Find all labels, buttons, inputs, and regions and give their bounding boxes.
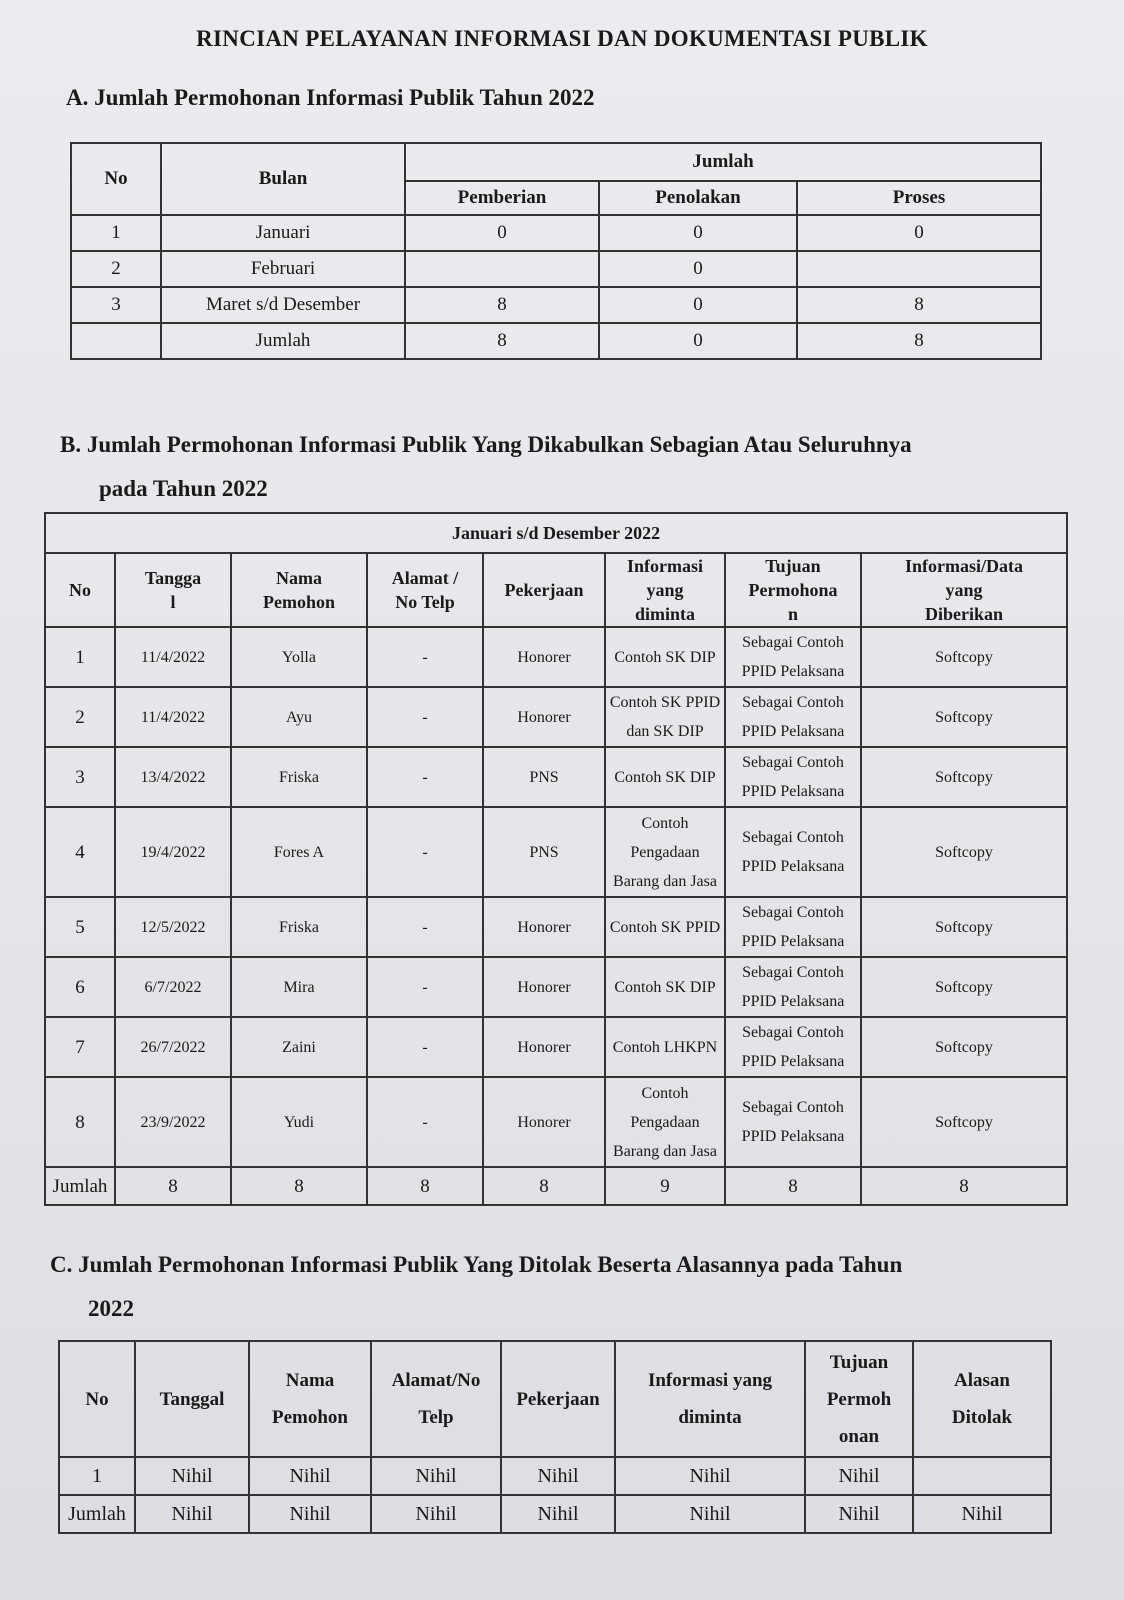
section-c-heading <box>50 1243 902 1331</box>
cell-diberikan: Softcopy <box>861 687 1067 747</box>
cell-proses <box>797 251 1041 287</box>
table-row <box>45 807 1067 897</box>
cell-tujuan: Sebagai Contoh PPID Pelaksana <box>725 1077 861 1167</box>
cell-pekerjaan: Nihil <box>501 1495 615 1533</box>
cell-alasan <box>913 1457 1051 1495</box>
cell-tujuan: Nihil <box>805 1495 913 1533</box>
table-row <box>71 323 1041 359</box>
header-pekerjaan: Pekerjaan <box>501 1341 615 1457</box>
cell-nama: Mira <box>231 957 367 1017</box>
cell-diberikan: Softcopy <box>861 1077 1067 1167</box>
cell-nama: Friska <box>231 897 367 957</box>
header-tujuan: Tujuan Permoh onan <box>805 1341 913 1457</box>
table-row <box>71 287 1041 323</box>
cell-diberikan: Softcopy <box>861 807 1067 897</box>
cell-tanggal: 19/4/2022 <box>115 807 231 897</box>
header-diberikan: Informasi/Data yang Diberikan <box>861 553 1067 627</box>
table-row <box>45 627 1067 687</box>
cell-pekerjaan: Nihil <box>501 1457 615 1495</box>
section-b-heading-line1: B. Jumlah Permohonan Informasi Publik Yang Dikabulkan Sebagian Atau Seluruhnya <box>60 432 912 457</box>
cell-alamat: - <box>367 687 483 747</box>
cell-alamat: - <box>367 807 483 897</box>
cell-pekerjaan: Honorer <box>483 1077 605 1167</box>
cell-informasi: Contoh SK PPID <box>605 897 725 957</box>
header-penolakan: Penolakan <box>599 181 797 215</box>
cell-bulan: Januari <box>161 215 405 251</box>
cell-no: 6 <box>45 957 115 1017</box>
cell-tujuan: Sebagai Contoh PPID Pelaksana <box>725 807 861 897</box>
section-a-heading: A. Jumlah Permohonan Informasi Publik Tahun 2022 <box>66 85 595 110</box>
cell-tujuan: Sebagai Contoh PPID Pelaksana <box>725 1017 861 1077</box>
table-row <box>45 747 1067 807</box>
cell-pekerjaan: PNS <box>483 747 605 807</box>
total-informasi: 9 <box>605 1167 725 1205</box>
cell-pemberian <box>405 251 599 287</box>
cell-bulan: Februari <box>161 251 405 287</box>
header-no: No <box>45 553 115 627</box>
cell-diberikan: Softcopy <box>861 1017 1067 1077</box>
cell-no: Jumlah <box>59 1495 135 1533</box>
header-nama-pemohon: Nama Pemohon <box>231 553 367 627</box>
section-b-heading <box>60 423 912 511</box>
table-dikabulkan <box>44 512 1068 1206</box>
cell-tujuan: Sebagai Contoh PPID Pelaksana <box>725 897 861 957</box>
cell-penolakan: 0 <box>599 323 797 359</box>
header-tanggal: Tanggal <box>135 1341 249 1457</box>
header-bulan: Bulan <box>161 143 405 215</box>
cell-pemberian: 8 <box>405 323 599 359</box>
cell-tanggal: 11/4/2022 <box>115 687 231 747</box>
header-alasan: Alasan Ditolak <box>913 1341 1051 1457</box>
cell-no: 8 <box>45 1077 115 1167</box>
cell-proses: 0 <box>797 215 1041 251</box>
cell-no: 5 <box>45 897 115 957</box>
section-b-heading-line2: pada Tahun 2022 <box>99 476 268 501</box>
header-proses: Proses <box>797 181 1041 215</box>
cell-alamat: Nihil <box>371 1457 501 1495</box>
cell-pekerjaan: Honorer <box>483 897 605 957</box>
table-row <box>45 1077 1067 1167</box>
cell-no: 1 <box>59 1457 135 1495</box>
cell-tanggal: 12/5/2022 <box>115 897 231 957</box>
table-row <box>45 897 1067 957</box>
table-ditolak <box>58 1340 1052 1534</box>
header-jumlah: Jumlah <box>405 143 1041 181</box>
cell-pekerjaan: Honorer <box>483 687 605 747</box>
cell-informasi: Contoh SK PPID dan SK DIP <box>605 687 725 747</box>
cell-tujuan: Sebagai Contoh PPID Pelaksana <box>725 687 861 747</box>
table-row <box>45 957 1067 1017</box>
cell-bulan: Maret s/d Desember <box>161 287 405 323</box>
cell-no: 2 <box>45 687 115 747</box>
cell-nama: Yudi <box>231 1077 367 1167</box>
cell-tanggal: Nihil <box>135 1457 249 1495</box>
cell-informasi: Contoh Pengadaan Barang dan Jasa <box>605 1077 725 1167</box>
cell-nama: Yolla <box>231 627 367 687</box>
total-nama: 8 <box>231 1167 367 1205</box>
cell-alasan: Nihil <box>913 1495 1051 1533</box>
header-informasi: Informasi yang diminta <box>615 1341 805 1457</box>
table-row <box>45 687 1067 747</box>
cell-no: 1 <box>45 627 115 687</box>
cell-tanggal: Nihil <box>135 1495 249 1533</box>
cell-informasi: Nihil <box>615 1495 805 1533</box>
total-diberikan: 8 <box>861 1167 1067 1205</box>
table-row <box>71 251 1041 287</box>
header-tujuan: Tujuan Permohona n <box>725 553 861 627</box>
table-c-body <box>59 1457 1051 1533</box>
cell-informasi: Contoh SK DIP <box>605 627 725 687</box>
cell-pekerjaan: PNS <box>483 807 605 897</box>
total-pekerjaan: 8 <box>483 1167 605 1205</box>
cell-tujuan: Sebagai Contoh PPID Pelaksana <box>725 747 861 807</box>
cell-alamat: - <box>367 747 483 807</box>
total-tujuan: 8 <box>725 1167 861 1205</box>
table-b-body <box>45 627 1067 1205</box>
cell-nama: Fores A <box>231 807 367 897</box>
header-alamat: Alamat/No Telp <box>371 1341 501 1457</box>
cell-diberikan: Softcopy <box>861 627 1067 687</box>
document-title: RINCIAN PELAYANAN INFORMASI DAN DOKUMENTASI PUBLIK <box>196 26 928 51</box>
cell-pemberian: 8 <box>405 287 599 323</box>
cell-diberikan: Softcopy <box>861 747 1067 807</box>
table-row <box>45 1017 1067 1077</box>
cell-informasi: Contoh LHKPN <box>605 1017 725 1077</box>
table-permohonan <box>70 142 1042 360</box>
header-pekerjaan: Pekerjaan <box>483 553 605 627</box>
cell-tujuan: Nihil <box>805 1457 913 1495</box>
cell-no: 1 <box>71 215 161 251</box>
table-row <box>71 215 1041 251</box>
cell-pemberian: 0 <box>405 215 599 251</box>
cell-alamat: - <box>367 627 483 687</box>
header-no: No <box>71 143 161 215</box>
cell-tanggal: 26/7/2022 <box>115 1017 231 1077</box>
cell-proses: 8 <box>797 287 1041 323</box>
cell-alamat: - <box>367 957 483 1017</box>
cell-diberikan: Softcopy <box>861 957 1067 1017</box>
table-row <box>59 1457 1051 1495</box>
cell-no: 3 <box>71 287 161 323</box>
total-row <box>59 1495 1051 1533</box>
cell-alamat: - <box>367 1077 483 1167</box>
total-no: Jumlah <box>45 1167 115 1205</box>
section-c-heading-line1: C. Jumlah Permohonan Informasi Publik Yang Ditolak Beserta Alasannya pada Tahun <box>50 1252 903 1277</box>
cell-nama: Nihil <box>249 1495 371 1533</box>
cell-diberikan: Softcopy <box>861 897 1067 957</box>
header-alamat: Alamat / No Telp <box>367 553 483 627</box>
total-alamat: 8 <box>367 1167 483 1205</box>
cell-no: 2 <box>71 251 161 287</box>
section-c-heading-line2: 2022 <box>88 1296 134 1321</box>
cell-tanggal: 23/9/2022 <box>115 1077 231 1167</box>
period-header: Januari s/d Desember 2022 <box>45 513 1067 553</box>
total-tanggal: 8 <box>115 1167 231 1205</box>
cell-informasi: Contoh SK DIP <box>605 957 725 1017</box>
cell-no: 7 <box>45 1017 115 1077</box>
cell-tujuan: Sebagai Contoh PPID Pelaksana <box>725 627 861 687</box>
cell-proses: 8 <box>797 323 1041 359</box>
cell-alamat: - <box>367 1017 483 1077</box>
cell-no: 3 <box>45 747 115 807</box>
header-informasi: Informasi yang diminta <box>605 553 725 627</box>
table-a-body <box>71 215 1041 359</box>
cell-no <box>71 323 161 359</box>
cell-nama: Nihil <box>249 1457 371 1495</box>
cell-alamat: - <box>367 897 483 957</box>
cell-tujuan: Sebagai Contoh PPID Pelaksana <box>725 957 861 1017</box>
cell-informasi: Nihil <box>615 1457 805 1495</box>
cell-tanggal: 6/7/2022 <box>115 957 231 1017</box>
total-row <box>45 1167 1067 1205</box>
header-no: No <box>59 1341 135 1457</box>
cell-alamat: Nihil <box>371 1495 501 1533</box>
cell-penolakan: 0 <box>599 287 797 323</box>
cell-nama: Friska <box>231 747 367 807</box>
header-tanggal: Tangga l <box>115 553 231 627</box>
cell-informasi: Contoh Pengadaan Barang dan Jasa <box>605 807 725 897</box>
header-pemberian: Pemberian <box>405 181 599 215</box>
cell-pekerjaan: Honorer <box>483 1017 605 1077</box>
header-nama-pemohon: Nama Pemohon <box>249 1341 371 1457</box>
cell-nama: Ayu <box>231 687 367 747</box>
cell-no: 4 <box>45 807 115 897</box>
cell-pekerjaan: Honorer <box>483 627 605 687</box>
cell-tanggal: 13/4/2022 <box>115 747 231 807</box>
cell-tanggal: 11/4/2022 <box>115 627 231 687</box>
cell-penolakan: 0 <box>599 251 797 287</box>
cell-pekerjaan: Honorer <box>483 957 605 1017</box>
cell-bulan: Jumlah <box>161 323 405 359</box>
cell-penolakan: 0 <box>599 215 797 251</box>
cell-nama: Zaini <box>231 1017 367 1077</box>
cell-informasi: Contoh SK DIP <box>605 747 725 807</box>
